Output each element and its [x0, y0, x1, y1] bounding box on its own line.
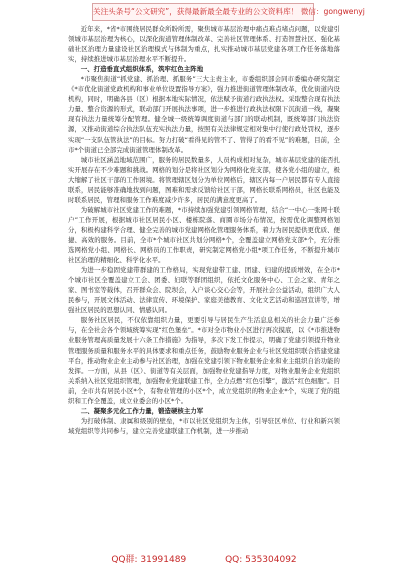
paragraph: 为进一步稳固党建带群建的工作格局，实现党建带工建、团建、妇建的提质增效，在全市*个城市社区全覆盖建立工会、团委、妇联等群团组织，依托文化服务中心、工会之家、青年之家、图书室等载体，召开群众会、院坝会，入户谈心交心会等，开展社会公益活动，组织广大人民参与，开展文体活动、法律宣传、环境保护、家庭美德教育、文化文艺活动和巡回宣讲等，增强社区居民的思想认同、情感认同。 [68, 266, 340, 315]
paragraph: 为打破体制、隶属和级别的壁垒，*市以社区党组织为主体，引导驻区单位、行业和新兴领域党组织等共同参与，建立完善党建联建工作机制，进一步推动 [68, 416, 340, 435]
qq-text: QQ: 535304092 [225, 555, 297, 565]
footer-contact [0, 550, 408, 570]
section-heading: 二、凝聚多元化工作力量，锻造硬核主力军 [80, 406, 204, 415]
paragraph: 服务社区居民，不仅依靠组织力量，更要引导与居民生产生活息息相关的社会力量广泛参与，在全社会各个领域统筹实现“红色堡垒”。*市对全市物业小区进行再次摸底，以《*市推进物业服务管理高质量发展十六条工作措施》为指导，多次下发工作提示，明确了党建引领提升物业管理服务质量和服务水平的具体要求和重点任务，鼓励物业服务企业与社区党组织联合搭建党建平台，推动物业企业主动参与社区治理，加强在党建引领下物业服务企业和业主组织自治功能的发挥。一方面，从县（区）、街道等有关层面，加强物业党建指导力度，对物业服务企业党组织关系纳入社区党组织管理，加强物业党建联建工作，全力点燃“红色引擎”，激活“红色细胞”。目前，全市共有居民小区*个，有物业管理的小区*个，成立党组织的物业企业*个，实现了党的组织和工作全覆盖，成立业委会的小区*个。 [68, 316, 340, 405]
paragraph: 为破解城市社区党建工作的难题，*市持续加强党建引领网格管理，结合“一中心一张网十联户”工作开展，根据城市社区居民小区、楼栋院落、商圈市场分布情况，按需优化调整网格划分，积极构建科学合理、健全完善的城市党建网格化管理服务体系，着力为居民提供更优质、便捷、高效的服务。目前，全市*个城市社区共划分网格*个，全覆盖建立网格党支部*个，充分推选网格党小组、网格长、网格员的工作职责，研究制定网格党小组*项工作任务，不断提升城市社区治理的精细化、科学化水平。 [68, 205, 340, 265]
paragraph: *市聚焦街道“抓党建、抓治理、抓服务”三大主责主业，市委组织部会同市委编办研究制定《*市优化街道党政机构和事业单位设置指导方案》，强力推进街道管理体制改革，优化街道内设机构，同时，明确各县（区）根据本地实际情况，依法赋予街道行政执法权。采取整合现有执法力量、整合资源的形式，联动部门开展执法事项，进一步推进行政执法权限下沉街道一线，凝聚现有执法力量统筹分配管理。健全城一级统筹调度街道与部门的联动机制，既统筹部门执法资源，又推动街道综合执法队伍充实执法力量，按照有关法律规定相对集中行使行政处罚权，逐步实现“一支队伍管执法”的目标。努力打破“看得见的管不了、管得了的看不见”的难题，目前，全市*个街道已全部完成街道管理体制改革。 [68, 75, 340, 154]
header-banner: 关注头条号“公文研究”，获得最新最全最专业的公文资料库！ 微信：gongwenyj [92, 3, 314, 21]
document-body [68, 24, 340, 436]
section-heading: 一、打造垂直式组织体系，筑牢红色主阵地 [80, 65, 204, 74]
paragraph: 城市社区涵盖地域范围广，服务的居民数量多，人员构成相对复杂，城市基层党建的能否扎实开展存在不少难题和挑战。网格的划分是将社区划分为网格化党支部，使各党小组的建立，极大缩解了社区干部的工作困境。将管理辖区划分为单位网格后，辖区内每一户居民都有专人直接联系，居民能够准确地找到问题，图难和需求反馈给社区干部，网格长联系网格员，社区也能及时联系居民，管理和服务工作难度减少许多，居民的满意度更高了。 [68, 155, 340, 204]
qq-group-text: QQ群: 31991489 [111, 555, 187, 565]
paragraph: 近年来，*省*市围绕居民群众所盼所需，聚焦城市基层治理中痛点难点堵点问题，以党建引领城市基层治理为核心，以深化街道管理体制改革、完善社区管理体系、打造智慧社区、强化基础社区治理力量建设社区治理模式与体制为重点，扎实推动城市基层党建各项工作任务落地落实，持续推进城市基层治理水平不断提升。 [68, 25, 340, 64]
